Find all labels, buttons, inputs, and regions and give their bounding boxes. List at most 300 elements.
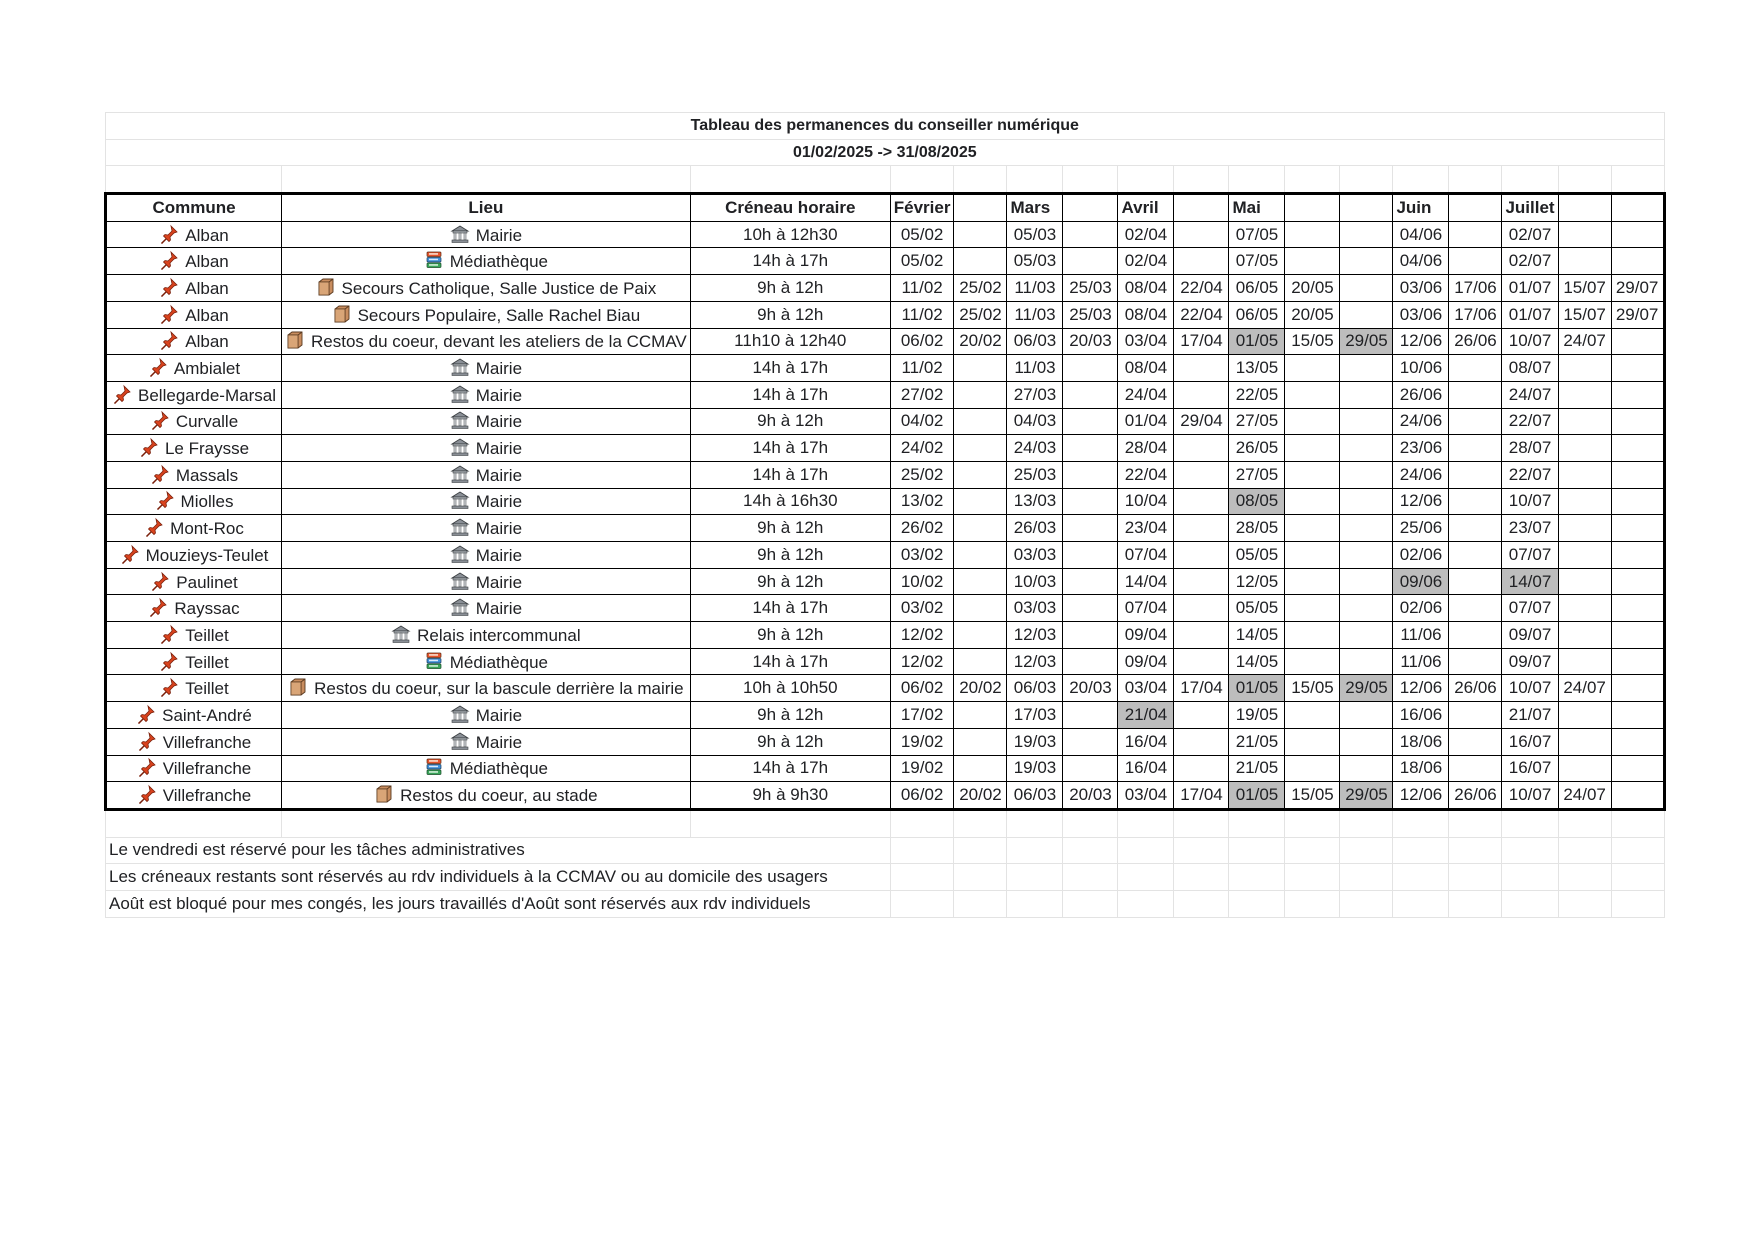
box-icon: [332, 304, 352, 324]
empty-cell: [1174, 890, 1229, 917]
date-cell: [1340, 248, 1393, 275]
date-cell: 06/03: [1007, 782, 1063, 810]
date-cell: 04/06: [1393, 248, 1449, 275]
date-cell: [1285, 461, 1340, 488]
table-row: [106, 275, 1665, 302]
date-cell: [1340, 435, 1393, 462]
commune-name: Alban: [185, 332, 229, 352]
date-cell: 10/07: [1502, 328, 1558, 355]
date-cell: 06/02: [890, 782, 954, 810]
empty-cell: [1558, 809, 1611, 837]
lieu-name: Mairie: [475, 439, 523, 459]
date-cell: 20/03: [1063, 675, 1118, 702]
date-cell: [1558, 221, 1611, 248]
lieu-name: Mairie: [475, 492, 523, 512]
table-row: [106, 515, 1665, 542]
empty-cell: [1502, 890, 1558, 917]
date-cell: [1558, 381, 1611, 408]
date-cell: 08/04: [1118, 275, 1174, 302]
date-cell: [1611, 355, 1664, 382]
date-cell: 21/04: [1118, 702, 1174, 729]
date-cell: [1611, 782, 1664, 810]
spacer-row: [106, 809, 1665, 837]
date-cell: 25/02: [954, 301, 1007, 328]
lieu-cell: [282, 622, 691, 649]
date-cell: [1285, 648, 1340, 675]
date-cell: 22/04: [1118, 461, 1174, 488]
empty-cell: [1063, 837, 1118, 864]
date-cell: 04/03: [1007, 408, 1063, 435]
date-cell: 17/03: [1007, 702, 1063, 729]
creneau-cell: 10h à 10h50: [690, 675, 890, 702]
date-cell: [1174, 435, 1229, 462]
date-cell: 09/07: [1502, 622, 1558, 649]
date-cell: 10/03: [1007, 568, 1063, 595]
date-cell: [1449, 408, 1502, 435]
empty-cell: [1393, 890, 1449, 917]
box-icon: [285, 330, 305, 350]
date-cell: 05/05: [1229, 542, 1285, 569]
date-cell: 03/04: [1118, 675, 1174, 702]
date-cell: [1611, 248, 1664, 275]
date-cell: [1174, 488, 1229, 515]
date-cell: [954, 648, 1007, 675]
date-cell: 09/04: [1118, 648, 1174, 675]
table-row: [106, 221, 1665, 248]
date-cell: [1285, 488, 1340, 515]
date-cell: 23/06: [1393, 435, 1449, 462]
lieu-cell: [282, 435, 691, 462]
date-cell: 19/05: [1229, 702, 1285, 729]
date-cell: [1558, 488, 1611, 515]
date-cell: 12/02: [890, 622, 954, 649]
date-cell: [1063, 648, 1118, 675]
date-cell: [1174, 755, 1229, 782]
note-row: [106, 890, 1665, 917]
date-cell: [1174, 595, 1229, 622]
pin-icon: [150, 410, 170, 430]
date-cell: [1558, 461, 1611, 488]
date-cell: [1558, 755, 1611, 782]
pin-icon: [150, 464, 170, 484]
creneau-cell: 9h à 12h: [690, 702, 890, 729]
date-cell: 19/02: [890, 755, 954, 782]
date-cell: 28/07: [1502, 435, 1558, 462]
commune-name: Villefranche: [162, 786, 252, 806]
date-cell: 07/05: [1229, 221, 1285, 248]
creneau-cell: 9h à 9h30: [690, 782, 890, 810]
empty-cell: [1118, 809, 1174, 837]
header-month: [1449, 194, 1502, 222]
date-cell: [1558, 248, 1611, 275]
commune-name: Le Fraysse: [164, 439, 250, 459]
date-cell: [1285, 221, 1340, 248]
mediatheque-icon: [424, 250, 444, 270]
commune-name: Alban: [185, 252, 229, 272]
date-cell: [1611, 568, 1664, 595]
date-cell: 12/06: [1393, 675, 1449, 702]
date-cell: [1449, 622, 1502, 649]
date-cell: 06/02: [890, 328, 954, 355]
date-cell: 21/05: [1229, 755, 1285, 782]
lieu-cell: [282, 755, 691, 782]
header-lieu: Lieu: [282, 194, 691, 222]
pin-icon: [137, 757, 157, 777]
empty-cell: [1174, 809, 1229, 837]
empty-cell: [1449, 890, 1502, 917]
header-month: [1285, 194, 1340, 222]
pin-icon: [137, 731, 157, 751]
date-cell: [1558, 568, 1611, 595]
creneau-cell: 9h à 12h: [690, 728, 890, 755]
mairie-icon: [450, 517, 470, 537]
date-cell: [1174, 702, 1229, 729]
date-cell: [1449, 728, 1502, 755]
date-cell: 29/05: [1340, 675, 1393, 702]
pin-icon: [159, 224, 179, 244]
commune-name: Teillet: [185, 625, 229, 645]
date-cell: [1558, 408, 1611, 435]
date-cell: 07/04: [1118, 542, 1174, 569]
date-cell: [1063, 568, 1118, 595]
date-cell: 07/07: [1502, 542, 1558, 569]
commune-name: Alban: [185, 225, 229, 245]
date-cell: 01/05: [1229, 782, 1285, 810]
date-cell: [1611, 755, 1664, 782]
date-cell: 17/04: [1174, 782, 1229, 810]
commune-cell: [106, 675, 282, 702]
header-month: Avril: [1118, 194, 1174, 222]
lieu-cell: [282, 702, 691, 729]
empty-cell: [1393, 864, 1449, 891]
empty-cell: [1118, 890, 1174, 917]
lieu-name: Relais intercommunal: [417, 625, 581, 645]
commune-cell: [106, 301, 282, 328]
note-text: Les créneaux restants sont réservés au rdv individuels à la CCMAV ou au domicile des usagers: [106, 864, 891, 891]
date-cell: 25/06: [1393, 515, 1449, 542]
date-cell: [1611, 728, 1664, 755]
empty-cell: [1393, 837, 1449, 864]
date-cell: [1063, 488, 1118, 515]
date-cell: 08/04: [1118, 355, 1174, 382]
box-icon: [374, 784, 394, 804]
date-cell: [1558, 702, 1611, 729]
lieu-cell: [282, 381, 691, 408]
date-cell: 07/05: [1229, 248, 1285, 275]
date-cell: [1611, 221, 1664, 248]
creneau-cell: 9h à 12h: [690, 568, 890, 595]
date-cell: 05/02: [890, 221, 954, 248]
lieu-name: Restos du coeur, au stade: [400, 786, 598, 806]
commune-name: Massals: [175, 465, 239, 485]
lieu-name: Médiathèque: [449, 652, 549, 672]
date-cell: 08/05: [1229, 488, 1285, 515]
commune-name: Miolles: [180, 492, 234, 512]
date-cell: 04/02: [890, 408, 954, 435]
pin-icon: [159, 330, 179, 350]
lieu-cell: [282, 515, 691, 542]
date-cell: [1611, 408, 1664, 435]
commune-cell: [106, 461, 282, 488]
lieu-name: Mairie: [475, 572, 523, 592]
table-row: [106, 622, 1665, 649]
date-cell: [1449, 568, 1502, 595]
empty-cell: [890, 837, 954, 864]
date-cell: [1285, 595, 1340, 622]
table-row: [106, 728, 1665, 755]
date-cell: [1340, 408, 1393, 435]
table-row: [106, 595, 1665, 622]
creneau-cell: 14h à 17h: [690, 381, 890, 408]
date-cell: 22/04: [1174, 275, 1229, 302]
pin-icon: [148, 597, 168, 617]
schedule-table: [104, 112, 1666, 918]
date-cell: [1285, 408, 1340, 435]
table-row: [106, 328, 1665, 355]
creneau-cell: 9h à 12h: [690, 408, 890, 435]
date-cell: 20/03: [1063, 328, 1118, 355]
pin-icon: [148, 357, 168, 377]
date-cell: [1174, 355, 1229, 382]
date-cell: [1340, 461, 1393, 488]
empty-cell: [1007, 837, 1063, 864]
date-cell: 07/07: [1502, 595, 1558, 622]
date-cell: 24/04: [1118, 381, 1174, 408]
date-cell: 24/03: [1007, 435, 1063, 462]
date-cell: 24/06: [1393, 461, 1449, 488]
table-row: [106, 488, 1665, 515]
lieu-cell: [282, 248, 691, 275]
empty-cell: [1285, 890, 1340, 917]
date-cell: [1611, 648, 1664, 675]
header-commune: Commune: [106, 194, 282, 222]
date-cell: 02/06: [1393, 595, 1449, 622]
date-cell: [1063, 595, 1118, 622]
mairie-icon: [450, 544, 470, 564]
date-cell: [1558, 728, 1611, 755]
date-cell: 27/03: [1007, 381, 1063, 408]
date-cell: 22/04: [1174, 301, 1229, 328]
date-cell: [1174, 648, 1229, 675]
header-month: Février: [890, 194, 954, 222]
mairie-icon: [450, 357, 470, 377]
date-cell: 25/03: [1063, 301, 1118, 328]
date-cell: 02/04: [1118, 221, 1174, 248]
lieu-name: Secours Populaire, Salle Rachel Biau: [357, 305, 641, 325]
empty-cell: [954, 864, 1007, 891]
header-month: [1340, 194, 1393, 222]
empty-cell: [1393, 809, 1449, 837]
date-cell: [1449, 648, 1502, 675]
header-month: [1063, 194, 1118, 222]
empty-cell: [1229, 809, 1285, 837]
date-cell: 02/04: [1118, 248, 1174, 275]
date-cell: 18/06: [1393, 755, 1449, 782]
date-cell: 20/02: [954, 782, 1007, 810]
date-cell: 15/05: [1285, 328, 1340, 355]
creneau-cell: 14h à 17h: [690, 755, 890, 782]
empty-cell: [1340, 864, 1393, 891]
date-cell: [1174, 622, 1229, 649]
date-cell: 03/03: [1007, 595, 1063, 622]
empty-cell: [282, 809, 691, 837]
date-cell: 16/07: [1502, 755, 1558, 782]
date-cell: 10/06: [1393, 355, 1449, 382]
creneau-cell: 14h à 17h: [690, 461, 890, 488]
date-cell: [1611, 381, 1664, 408]
date-cell: [1558, 648, 1611, 675]
date-cell: [954, 595, 1007, 622]
date-cell: 18/06: [1393, 728, 1449, 755]
mairie-icon: [450, 464, 470, 484]
date-cell: [1340, 515, 1393, 542]
header-month: [1558, 194, 1611, 222]
date-cell: 20/02: [954, 675, 1007, 702]
empty-cell: [1340, 890, 1393, 917]
date-cell: [1063, 702, 1118, 729]
lieu-name: Secours Catholique, Salle Justice de Paix: [341, 278, 657, 298]
empty-cell: [1340, 809, 1393, 837]
date-cell: [1449, 488, 1502, 515]
date-cell: [954, 355, 1007, 382]
commune-cell: [106, 275, 282, 302]
date-cell: [1611, 515, 1664, 542]
date-cell: 03/04: [1118, 782, 1174, 810]
date-cell: 05/03: [1007, 221, 1063, 248]
date-cell: 01/05: [1229, 675, 1285, 702]
date-cell: 12/03: [1007, 622, 1063, 649]
date-cell: [1611, 595, 1664, 622]
date-cell: 03/03: [1007, 542, 1063, 569]
date-cell: [1449, 515, 1502, 542]
empty-cell: [1502, 864, 1558, 891]
empty-cell: [1558, 837, 1611, 864]
date-cell: [1063, 728, 1118, 755]
commune-cell: [106, 648, 282, 675]
lieu-cell: [282, 221, 691, 248]
lieu-name: Mairie: [475, 225, 523, 245]
commune-name: Paulinet: [176, 572, 238, 592]
commune-name: Teillet: [185, 652, 229, 672]
commune-cell: [106, 328, 282, 355]
table-title: Tableau des permanences du conseiller numérique: [106, 113, 1665, 140]
date-cell: [1449, 542, 1502, 569]
creneau-cell: 14h à 17h: [690, 355, 890, 382]
empty-cell: [1007, 864, 1063, 891]
mairie-icon: [450, 224, 470, 244]
empty-cell: [954, 809, 1007, 837]
lieu-name: Mairie: [475, 732, 523, 752]
pin-icon: [159, 250, 179, 270]
lieu-cell: [282, 301, 691, 328]
empty-cell: [1174, 837, 1229, 864]
date-cell: 11/02: [890, 275, 954, 302]
date-cell: [1558, 622, 1611, 649]
date-cell: [1340, 542, 1393, 569]
date-cell: [1558, 355, 1611, 382]
date-cell: 28/05: [1229, 515, 1285, 542]
pin-icon: [155, 490, 175, 510]
table-row: [106, 435, 1665, 462]
date-cell: 09/06: [1393, 568, 1449, 595]
date-cell: [954, 568, 1007, 595]
date-cell: 15/07: [1558, 275, 1611, 302]
commune-cell: [106, 568, 282, 595]
date-cell: [1449, 461, 1502, 488]
empty-cell: [1558, 864, 1611, 891]
date-cell: 06/05: [1229, 275, 1285, 302]
commune-cell: [106, 221, 282, 248]
commune-name: Rayssac: [174, 599, 240, 619]
date-cell: [1558, 542, 1611, 569]
date-cell: [1611, 702, 1664, 729]
mairie-icon: [450, 490, 470, 510]
date-cell: 22/05: [1229, 381, 1285, 408]
date-cell: 24/07: [1558, 328, 1611, 355]
date-cell: [1285, 248, 1340, 275]
lieu-cell: [282, 648, 691, 675]
date-cell: [1063, 622, 1118, 649]
table-row: [106, 675, 1665, 702]
empty-cell: [1285, 837, 1340, 864]
table-row: [106, 702, 1665, 729]
lieu-name: Mairie: [475, 385, 523, 405]
date-cell: [1063, 435, 1118, 462]
date-cell: 11/02: [890, 355, 954, 382]
date-cell: 26/06: [1449, 782, 1502, 810]
date-cell: 14/07: [1502, 568, 1558, 595]
date-cell: [1285, 568, 1340, 595]
commune-cell: [106, 408, 282, 435]
date-cell: 28/04: [1118, 435, 1174, 462]
date-cell: [954, 702, 1007, 729]
date-cell: 11/03: [1007, 275, 1063, 302]
date-cell: 03/02: [890, 595, 954, 622]
lieu-name: Médiathèque: [449, 252, 549, 272]
date-cell: 26/06: [1449, 328, 1502, 355]
commune-cell: [106, 728, 282, 755]
empty-cell: [690, 809, 890, 837]
date-cell: 21/07: [1502, 702, 1558, 729]
empty-cell: [1118, 837, 1174, 864]
date-cell: [1449, 381, 1502, 408]
date-cell: [954, 515, 1007, 542]
creneau-cell: 9h à 12h: [690, 542, 890, 569]
date-cell: 26/05: [1229, 435, 1285, 462]
mairie-icon: [450, 437, 470, 457]
commune-name: Villefranche: [162, 732, 252, 752]
date-cell: 13/03: [1007, 488, 1063, 515]
date-cell: [1611, 461, 1664, 488]
lieu-cell: [282, 782, 691, 810]
date-cell: 05/02: [890, 248, 954, 275]
header-month: [954, 194, 1007, 222]
date-cell: 26/06: [1449, 675, 1502, 702]
commune-cell: [106, 248, 282, 275]
date-cell: 11/06: [1393, 648, 1449, 675]
date-cell: [1611, 328, 1664, 355]
date-cell: [1340, 355, 1393, 382]
date-cell: 29/07: [1611, 275, 1664, 302]
date-cell: [954, 488, 1007, 515]
date-cell: [1063, 408, 1118, 435]
lieu-cell: [282, 408, 691, 435]
date-cell: 16/06: [1393, 702, 1449, 729]
header-creneau: Créneau horaire: [690, 194, 890, 222]
date-cell: 01/07: [1502, 301, 1558, 328]
empty-cell: [1229, 837, 1285, 864]
date-cell: [1340, 702, 1393, 729]
